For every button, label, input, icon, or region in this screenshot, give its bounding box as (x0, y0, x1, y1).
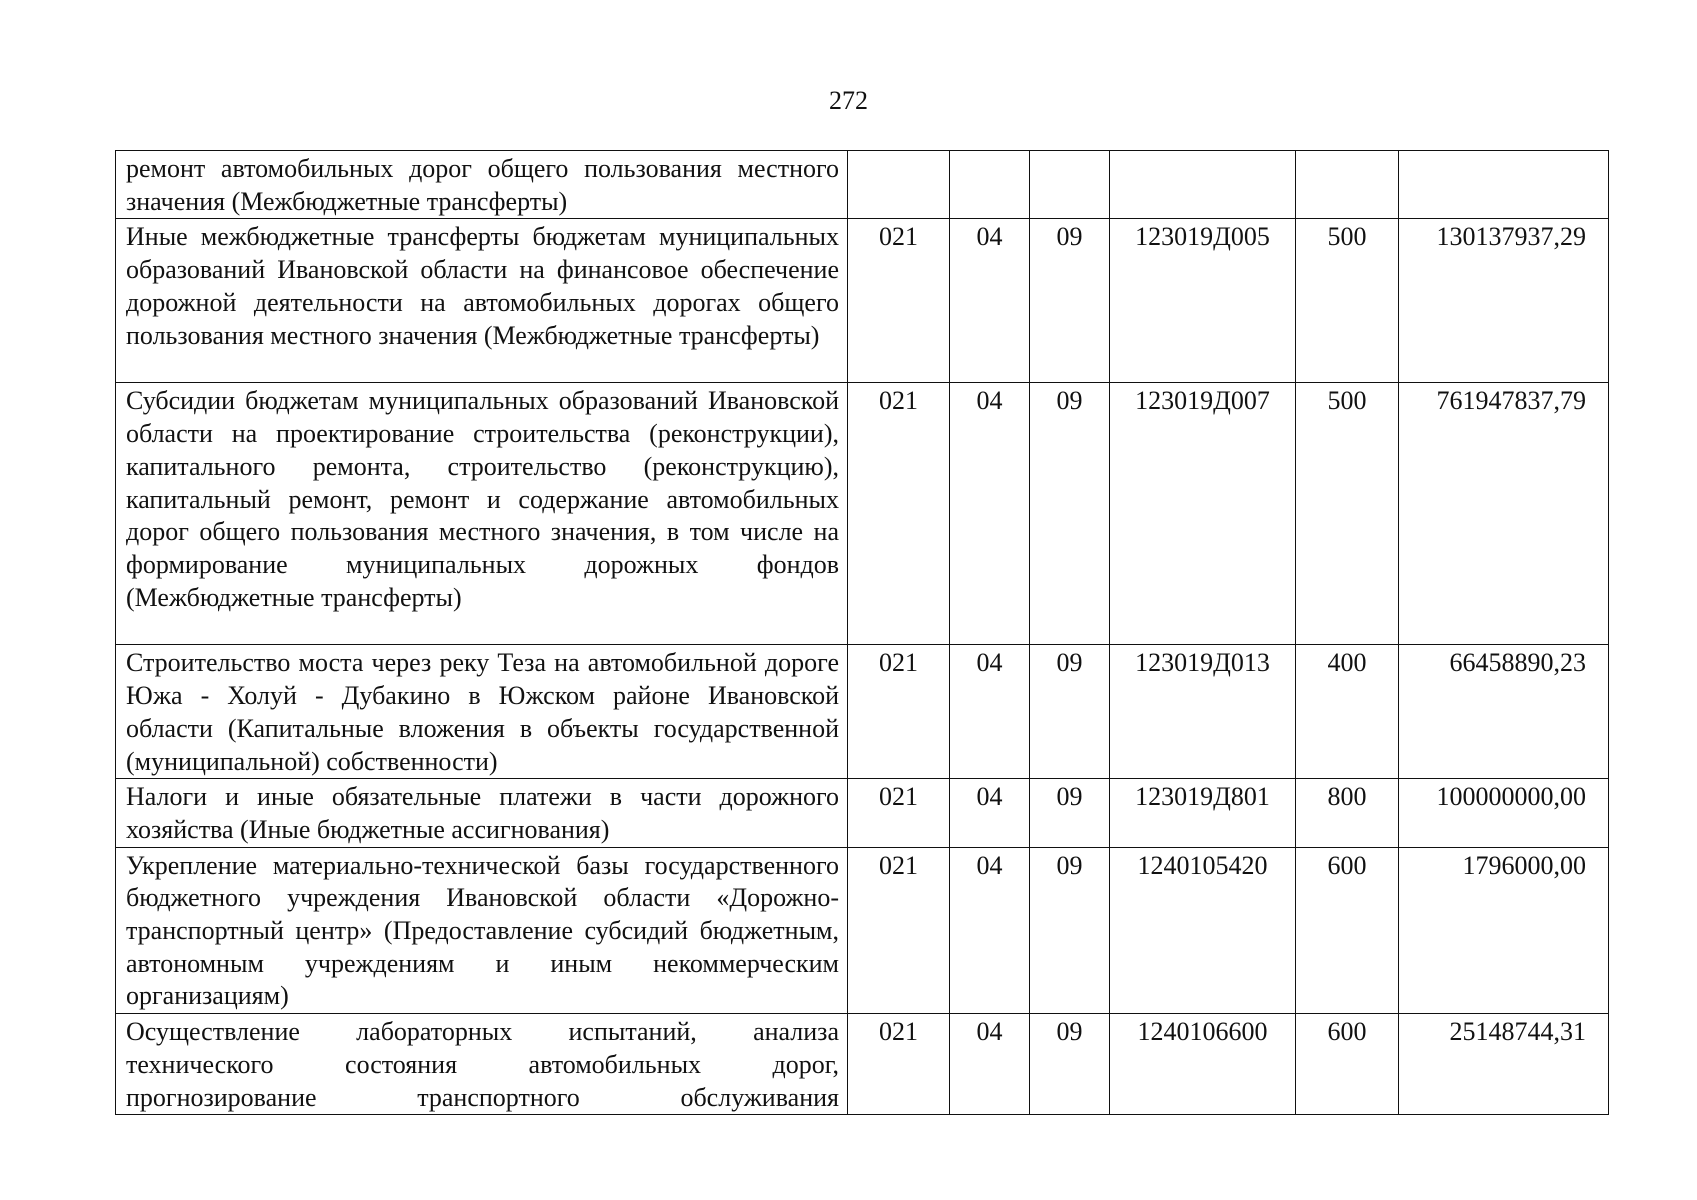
target-article-code: 123019Д007 (1110, 383, 1296, 645)
ministry-code: 021 (848, 383, 950, 645)
table-row (116, 383, 1609, 645)
section-code: 04 (950, 847, 1030, 1014)
row-description: Иные межбюджетные трансферты бюджетам муниципальных образований Ивановской области на финансовое обеспечение дорожной деятельности на автомобильных дорогах общего пользования местного значения (Межбюджетные трансферты) (116, 219, 848, 383)
row-description: Укрепление материально-технической базы государственного бюджетного учреждения Ивановской области «Дорожно-транспортный центр» (Предоставление субсидий бюджетным, автономным учреждениям и иным некоммерческим организациям) (116, 847, 848, 1014)
expense-type-code (1296, 151, 1399, 219)
table-row (116, 847, 1609, 1014)
subsection-code: 09 (1030, 219, 1110, 383)
section-code (950, 151, 1030, 219)
target-article-code (1110, 151, 1296, 219)
row-description: ремонт автомобильных дорог общего пользования местного значения (Межбюджетные трансферты) (116, 151, 848, 219)
table-row (116, 779, 1609, 847)
expense-type-code: 500 (1296, 383, 1399, 645)
ministry-code: 021 (848, 645, 950, 779)
amount: 1796000,00 (1399, 847, 1609, 1014)
expense-type-code: 500 (1296, 219, 1399, 383)
target-article-code: 123019Д005 (1110, 219, 1296, 383)
target-article-code: 1240105420 (1110, 847, 1296, 1014)
expense-type-code: 600 (1296, 847, 1399, 1014)
row-description: Осуществление лабораторных испытаний, анализа технического состояния автомобильных дорог, прогнозирование транспортного обслуживания (116, 1014, 848, 1115)
amount: 761947837,79 (1399, 383, 1609, 645)
amount: 100000000,00 (1399, 779, 1609, 847)
expense-type-code: 800 (1296, 779, 1399, 847)
ministry-code: 021 (848, 219, 950, 383)
subsection-code: 09 (1030, 645, 1110, 779)
subsection-code: 09 (1030, 847, 1110, 1014)
expense-type-code: 400 (1296, 645, 1399, 779)
ministry-code: 021 (848, 1014, 950, 1115)
row-description: Строительство моста через реку Теза на автомобильной дороге Южа - Холуй - Дубакино в Южском районе Ивановской области (Капитальные вложения в объекты государственной (муниципальной) собственности) (116, 645, 848, 779)
subsection-code: 09 (1030, 779, 1110, 847)
table-row (116, 1014, 1609, 1115)
amount: 66458890,23 (1399, 645, 1609, 779)
section-code: 04 (950, 1014, 1030, 1115)
target-article-code: 123019Д013 (1110, 645, 1296, 779)
target-article-code: 1240106600 (1110, 1014, 1296, 1115)
page-number: 272 (829, 86, 868, 115)
subsection-code: 09 (1030, 383, 1110, 645)
subsection-code: 09 (1030, 1014, 1110, 1115)
ministry-code (848, 151, 950, 219)
table-row (116, 151, 1609, 219)
row-description: Субсидии бюджетам муниципальных образований Ивановской области на проектирование строительства (реконструкции), капитального ремонта, строительство (реконструкцию), капитальный ремонт, ремонт и содержание автомобильных дорог общего пользования местного значения, в том числе на формирование муниципальных дорожных фондов (Межбюджетные трансферты) (116, 383, 848, 645)
expense-type-code: 600 (1296, 1014, 1399, 1115)
ministry-code: 021 (848, 847, 950, 1014)
target-article-code: 123019Д801 (1110, 779, 1296, 847)
amount: 130137937,29 (1399, 219, 1609, 383)
amount: 25148744,31 (1399, 1014, 1609, 1115)
amount (1399, 151, 1609, 219)
row-description: Налоги и иные обязательные платежи в части дорожного хозяйства (Иные бюджетные ассигнования) (116, 779, 848, 847)
section-code: 04 (950, 383, 1030, 645)
subsection-code (1030, 151, 1110, 219)
budget-table (115, 150, 1609, 1115)
section-code: 04 (950, 645, 1030, 779)
ministry-code: 021 (848, 779, 950, 847)
section-code: 04 (950, 779, 1030, 847)
section-code: 04 (950, 219, 1030, 383)
table-row (116, 219, 1609, 383)
table-row (116, 645, 1609, 779)
